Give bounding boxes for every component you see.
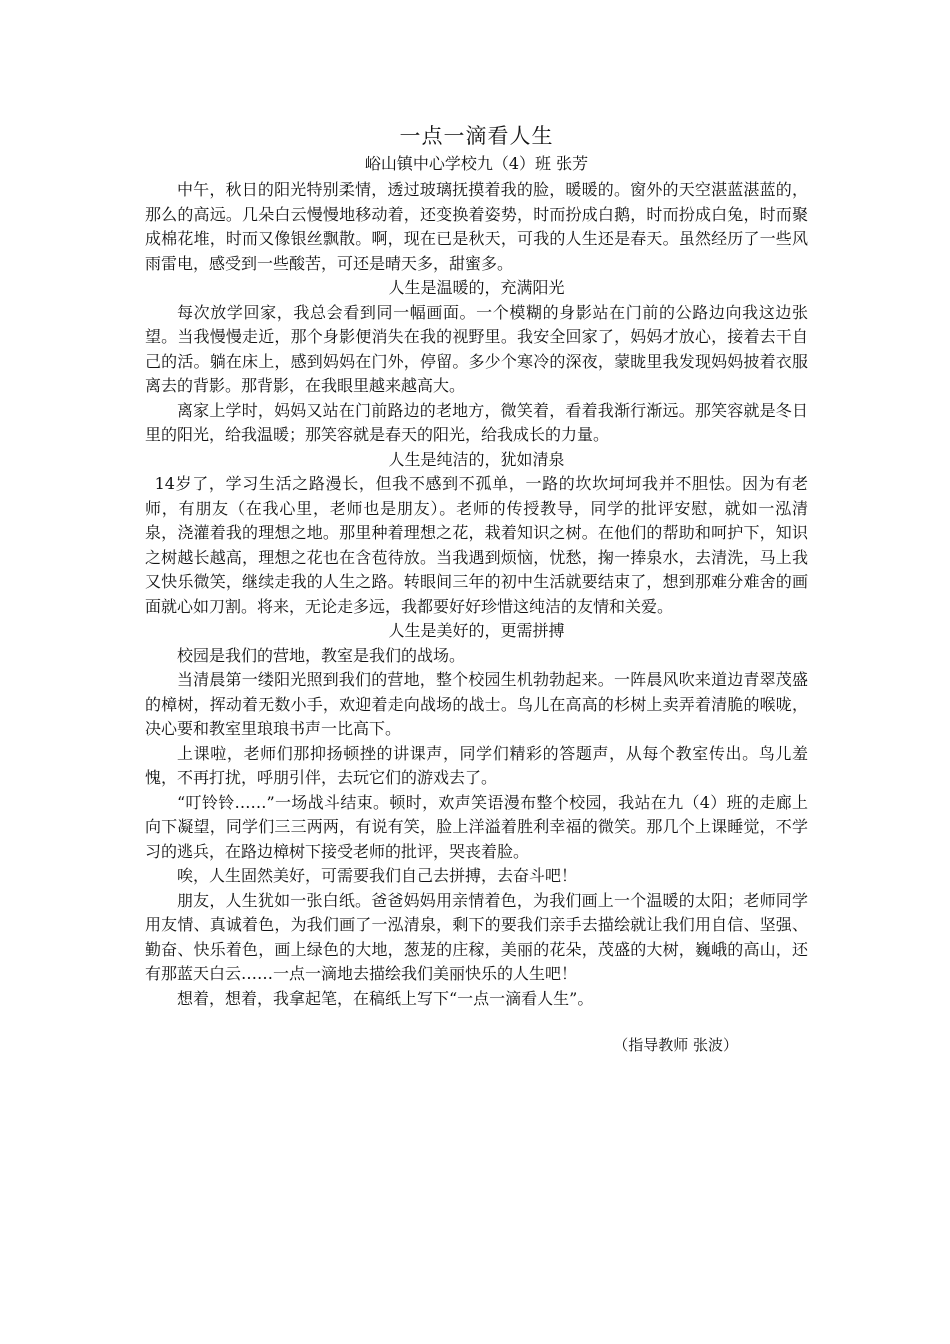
paragraph: 14岁了，学习生活之路漫长，但我不感到不孤单，一路的坎坎坷坷我并不胆怯。因为有老师，有朋友（在我心里，老师也是朋友）。老师的传授教导，同学的批评安慰，就如一泓清泉，浇灌着我的理想之地。那里种着理想之花，栽着知识之树。在他们的帮助和呵护下，知识之树越长越高，理想之花也在含苞待放。当我遇到烦恼，忧愁，掬一捧泉水，去清洗，马上我又快乐微笑，继续走我的人生之路。转眼间三年的初中生活就要结束了，想到那难分难舍的画面就心如刀割。将来，无论走多远，我都要好好珍惜这纯洁的友情和关爱。	[145, 474, 808, 616]
paragraph: 离家上学时，妈妈又站在门前路边的老地方，微笑着，看着我渐行渐远。那笑容就是冬日里的阳光，给我温暖；那笑容就是春天的阳光，给我成长的力量。	[145, 400, 808, 444]
paragraph: 每次放学回家，我总会看到同一幅画面。一个模糊的身影站在门前的公路边向我这边张望。当我慢慢走近，那个身影便消失在我的视野里。我安全回家了，妈妈才放心，接着去干自己的活。躺在床上，感到妈妈在门外，停留。多少个寒冷的深夜，蒙眬里我发现妈妈披着衣服离去的背影。那背影，在我眼里越来越高大。	[145, 302, 808, 395]
section-heading-pure: 人生是纯洁的，犹如清泉	[388, 449, 565, 469]
author-line: 峪山镇中心学校九（4）班 张芳	[364, 154, 589, 173]
essay-title: 一点一滴看人生	[399, 124, 554, 148]
paragraph: 校园是我们的营地，教室是我们的战场。	[177, 645, 466, 665]
paragraph: 想着，想着，我拿起笔，在稿纸上写下“一点一滴看人生”。	[177, 988, 594, 1008]
paragraph: 上课啦，老师们那抑扬顿挫的讲课声，同学们精彩的答题声，从每个教室传出。鸟儿羞愧，不再打扰，呼朋引伴，去玩它们的游戏去了。	[145, 743, 808, 787]
intro-paragraph: 中午，秋日的阳光特别柔情，透过玻璃抚摸着我的脸，暖暖的。窗外的天空湛蓝湛蓝的，那么的高远。几朵白云慢慢地移动着，还变换着姿势，时而扮成白鹅，时而扮成白兔，时而聚成棉花堆，时而又像银丝飘散。啊，现在已是秋天，可我的人生还是春天。虽然经历了一些风雨雷电，感受到一些酸苦，可还是晴天多，甜蜜多。	[145, 180, 808, 273]
section-heading-strive: 人生是美好的，更需拼搏	[388, 621, 565, 640]
section-heading-warm: 人生是温暖的，充满阳光	[388, 278, 565, 297]
paragraph: 唉，人生固然美好，可需要我们自己去拼搏，去奋斗吧！	[177, 866, 578, 885]
paragraph: 当清晨第一缕阳光照到我们的营地，整个校园生机勃勃起来。一阵晨风吹来道边青翠茂盛的樟树，挥动着无数小手，欢迎着走向战场的战士。鸟儿在高高的杉树上卖弄着清脆的喉咙，决心要和教室里琅琅书声一比高下。	[145, 670, 808, 738]
essay-page	[145, 120, 808, 1057]
paragraph: 朋友，人生犹如一张白纸。爸爸妈妈用亲情着色，为我们画上一个温暖的太阳；老师同学用友情、真诚着色，为我们画了一泓清泉，剩下的要我们亲手去描绘就让我们用自信、坚强、勤奋、快乐着色，画上绿色的大地，葱茏的庄稼，美丽的花朵，茂盛的大树，巍峨的高山，还有那蓝天白云……一点一滴地去描绘我们美丽快乐的人生吧！	[145, 890, 808, 983]
teacher-signature: （指导教师 张波）	[613, 1036, 738, 1054]
paragraph: “叮铃铃……”一场战斗结束。顿时，欢声笑语漫布整个校园，我站在九（4）班的走廊上向下凝望，同学们三三两两，有说有笑，脸上洋溢着胜利幸福的微笑。那几个上课睡觉，不学习的逃兵，在路边樟树下接受老师的批评，哭丧着脸。	[145, 792, 808, 861]
